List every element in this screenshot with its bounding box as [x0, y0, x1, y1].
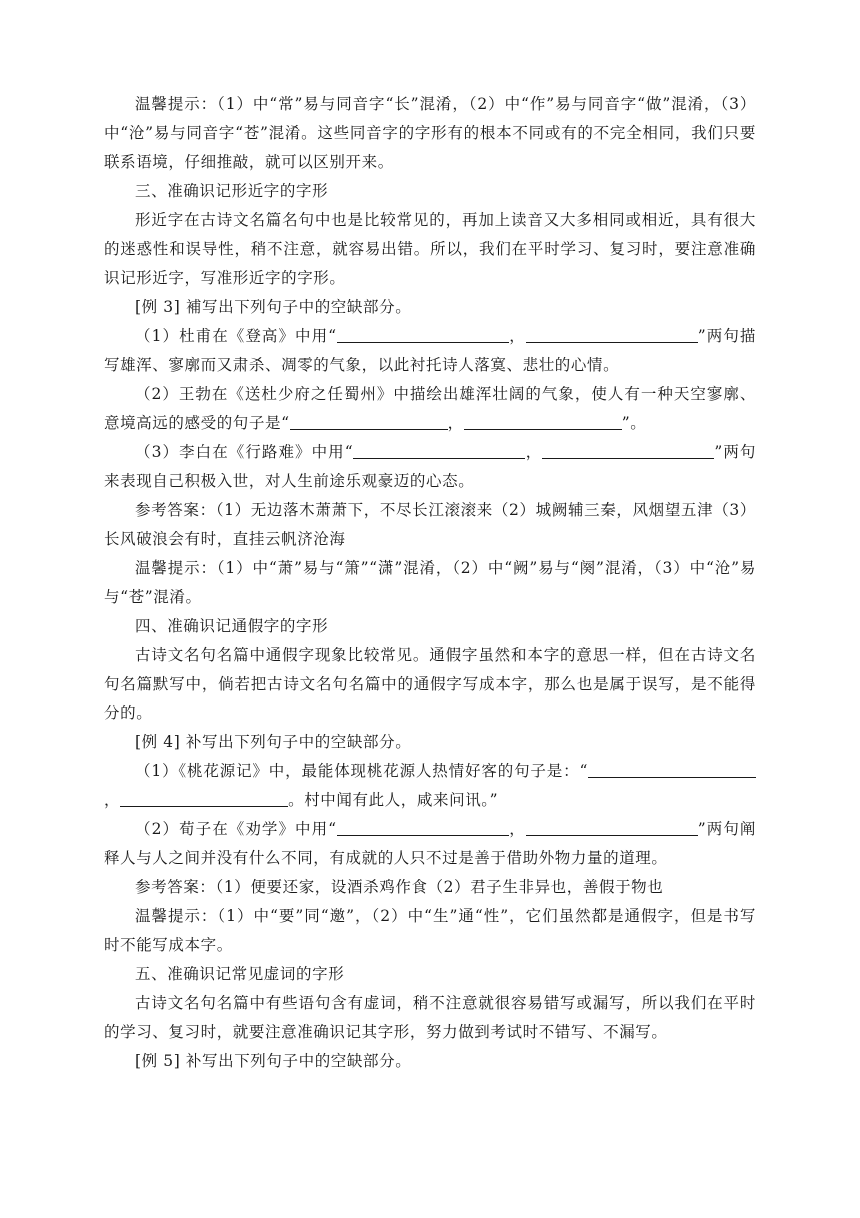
answer-blank[interactable]: [588, 761, 756, 778]
answer-blank[interactable]: [337, 819, 509, 836]
question-4-1: [104, 757, 756, 815]
answer-blank[interactable]: [120, 790, 288, 807]
separator: ，: [104, 791, 121, 809]
separator: ，: [508, 820, 526, 838]
answer-blank[interactable]: [526, 819, 698, 836]
answer-blank[interactable]: [337, 326, 509, 343]
answer-blank[interactable]: [353, 442, 525, 459]
question-4-2: [104, 815, 756, 873]
question-text: ”两句描写雄浑、寥廓而又肃杀、凋零的气象，以此衬托诗人落寞、悲壮的心情。: [104, 327, 756, 374]
question-text: （2）荀子在《劝学》中用“: [135, 820, 337, 838]
question-3-3: [104, 438, 756, 496]
section-heading-4: 四、准确识记通假字的字形: [135, 617, 329, 635]
question-text: （1）杜甫在《登高》中用“: [135, 327, 337, 345]
question-text: （2）王勃在《送杜少府之任蜀州》中描绘出雄浑壮阔的气象，使人有一种天空寥廓、意境高远的感受的句子是“: [104, 385, 756, 432]
document-body: [104, 90, 756, 1076]
question-text: 。村中闻有此人，咸来问讯。”: [288, 791, 499, 809]
question-3-1: [104, 322, 756, 380]
question-text: ”两句阐释人与人之间并没有什么不同，有成就的人只不过是善于借助外物力量的道理。: [104, 820, 756, 867]
example-4-heading: [例 4] 补写出下列句子中的空缺部分。: [135, 733, 412, 751]
answer-4: 参考答案：（1）便要还家，设酒杀鸡作食（2）君子生非异也，善假于物也: [135, 878, 664, 896]
question-text: （1）《桃花源记》中，最能体现桃花源人热情好客的句子是：“: [135, 762, 588, 780]
answer-blank[interactable]: [526, 326, 698, 343]
separator: ，: [525, 443, 543, 461]
section-heading-5: 五、准确识记常见虚词的字形: [135, 965, 345, 983]
separator: ，: [447, 414, 464, 432]
tip-paragraph: 温馨提示：（1）中“常”易与同音字“长”混淆，（2）中“作”易与同音字“做”混淆，（3）中“沧”易与同音字“苍”混淆。这些同音字的字形有的根本不同或有的不完全相同，我们只要联系语境，仔细推敲，就可以区别开来。: [104, 95, 756, 171]
answer-blank[interactable]: [290, 413, 448, 430]
answer-blank[interactable]: [464, 413, 622, 430]
example-5-heading: [例 5] 补写出下列句子中的空缺部分。: [135, 1052, 412, 1070]
body-paragraph: 古诗文名句名篇中有些语句含有虚词，稍不注意就很容易错写或漏写，所以我们在平时的学习、复习时，就要注意准确识记其字形，努力做到考试时不错写、不漏写。: [104, 994, 756, 1041]
question-text: （3）李白在《行路难》中用“: [135, 443, 354, 461]
question-text: ”两句来表现自己积极入世，对人生前途乐观豪迈的心态。: [104, 443, 756, 490]
answer-3: 参考答案：（1）无边落木萧萧下，不尽长江滚滚来（2）城阙辅三秦，风烟望五津（3）长风破浪会有时，直挂云帆济沧海: [104, 501, 756, 548]
body-paragraph: 形近字在古诗文名篇名句中也是比较常见的，再加上读音又大多相同或相近，具有很大的迷惑性和误导性，稍不注意，就容易出错。所以，我们在平时学习、复习时，要注意准确识记形近字，写准形近字的字形。: [104, 211, 756, 287]
section-heading-3: 三、准确识记形近字的字形: [135, 182, 329, 200]
body-paragraph: 古诗文名句名篇中通假字现象比较常见。通假字虽然和本字的意思一样，但在古诗文名句名篇默写中，倘若把古诗文名句名篇中的通假字写成本字，那么也是属于误写，是不能得分的。: [104, 646, 756, 722]
answer-blank[interactable]: [542, 442, 714, 459]
tip-3: 温馨提示：（1）中“萧”易与“箫”“潇”混淆，（2）中“阙”易与“阕”混淆，（3）中“沧”易与“苍”混淆。: [104, 559, 756, 606]
example-3-heading: [例 3] 補写出下列句子中的空缺部分。: [135, 298, 412, 316]
tip-4: 温馨提示：（1）中“要”同“邀”，（2）中“生”通“性”，它们虽然都是通假字，但是书写时不能写成本字。: [104, 907, 756, 954]
question-text: ”。: [621, 414, 647, 432]
separator: ，: [508, 327, 526, 345]
question-3-2: [104, 380, 756, 438]
